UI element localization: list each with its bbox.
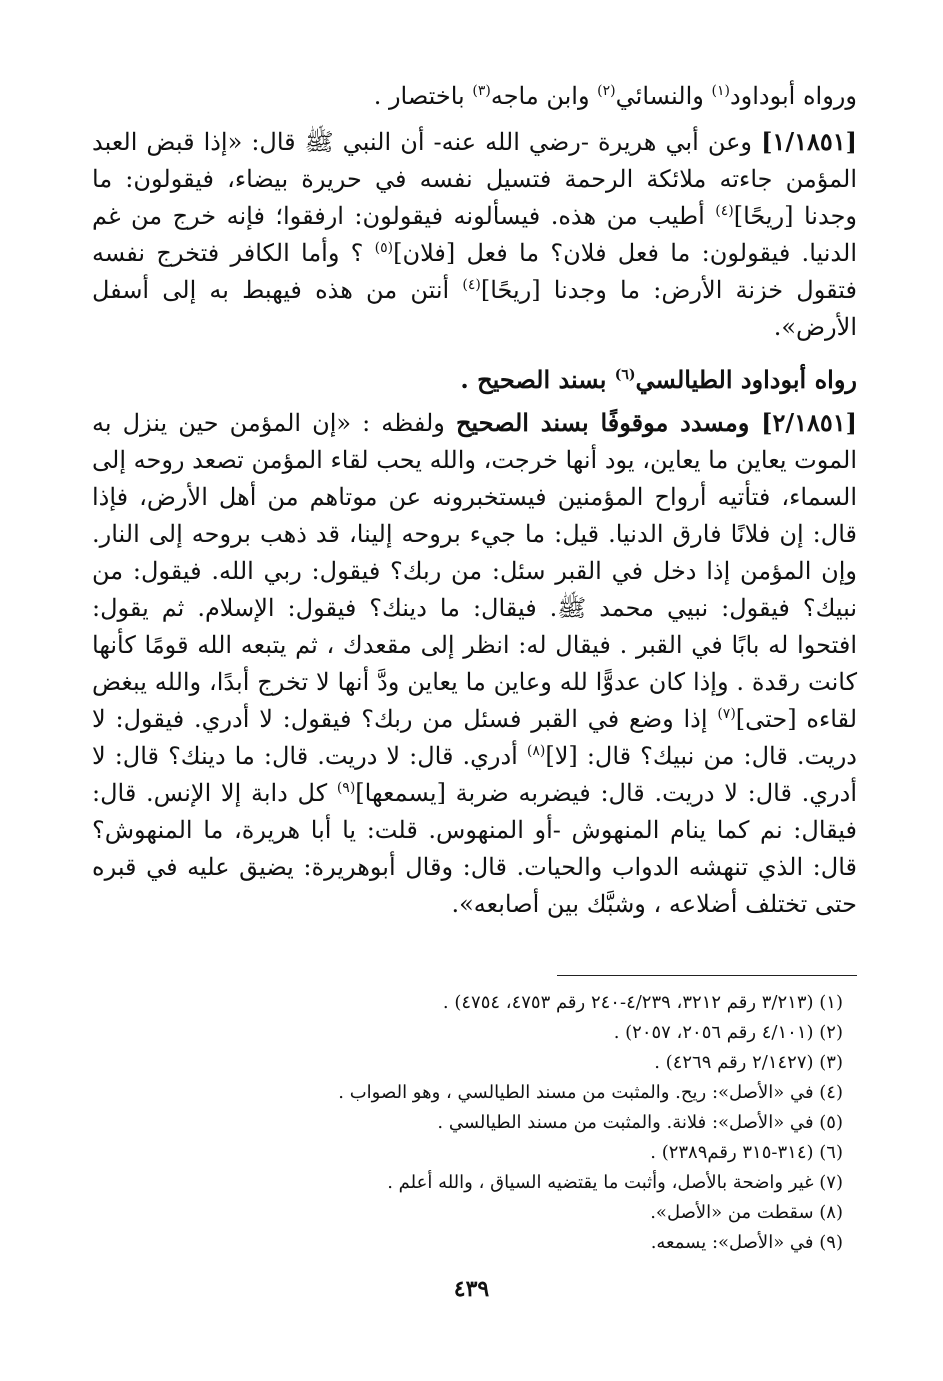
footnote-ref: (٧) (717, 706, 736, 722)
hadith-number: [٢/١٨٥١] (761, 408, 858, 437)
footnotes (92, 988, 857, 1258)
footnote-7: (٧) غير واضحة بالأصل، وأثبت ما يقتضيه السياق ، والله أعلم . (387, 1172, 843, 1193)
footnote-1: (١) (٣/٢١٣ رقم ٣٢١٢، ٤/٢٣٩-٢٤٠ رقم ٤٧٥٣، ٤٧٥٤) . (442, 992, 843, 1013)
footnote-ref: (٩) (336, 780, 356, 796)
footnote-ref: (٤) (462, 277, 481, 293)
footnote-3: (٣) (٢/١٤٢٧ رقم ٤٢٦٩) . (654, 1052, 843, 1073)
footnote-ref: (٣) (472, 83, 491, 99)
hadith-number: [١/١٨٥١] (761, 127, 857, 156)
footnote-separator (557, 975, 857, 976)
footnote-6: (٦) (٣١٤-٣١٥ رقم٢٣٨٩) . (650, 1142, 843, 1163)
footnote-2: (٢) (٤/١٠١ رقم ٢٠٥٦، ٢٠٥٧) . (613, 1022, 843, 1043)
footnote-8: (٨) سقطت من «الأصل». (650, 1202, 843, 1223)
footnote-ref: (٤) (715, 203, 734, 219)
footnote-4: (٤) في «الأصل»: ريح. والمثبت من مسند الطيالسي ، وهو الصواب . (338, 1082, 843, 1103)
hadith-2: [٢/١٨٥١] ومسدد موقوفًا بسند الصحيح ولفظه : «إن المؤمن حين ينزل به الموت يعاين ما يعاين، يود أنها خرجت، والله يحب لقاء المؤمن تصعد روحه إلى السماء، فتأتيه أرواح المؤمنين فيستخبرونه عن موتاهم من أهل الأرض، فإذا قال: إن فلانًا فارق الدنيا. قيل: ما جيء بروحه إلينا، قد ذهب بروحه إلى النار. وإن المؤمن إذا دخل في القبر سئل: من ربك؟ فيقول: ربي الله. فيقول: من نبيك؟ فيقول: نبيي محمد ﷺ. فيقال: ما دينك؟ فيقول: الإسلام. ثم يقول: افتحوا له بابًا في القبر . فيقال له: انظر إلى مقعدك ، ثم يتبعه الله قومًا كأنها كانت رقدة . وإذا كان عدوًّا لله وعاين ما يعاين ودَّ أنها لا تخرج أبدًا، والله يبغض لقاءه [حتى]$^{(٧)}$ إذا وضع في القبر فسئل من ربك؟ فيقول: لا أدري. فيقول: لا دريت. قال: من نبيك؟ قال: [لا]$^{(٨)}$ أدري. قال: لا دريت. قال: ما دينك؟ قال: لا أدري. قال: لا دريت. قال: فيضربه ضربة [يسمعها]$^{(٩)}$ كل دابة إلا الإنس. قال: فيقال: نم كما ينام المنهوش -أو المنهوس. قلت: يا أبا هريرة، ما المنهوش؟ قال: الذي تنهشه الدواب والحيات. قال: وقال أبوهريرة: يضيق عليه في قبره حتى تختلف أضلاعه ، وشبَّك بين أصابعه». (92, 408, 858, 918)
footnote-ref: (١) (711, 83, 730, 99)
intro-line: ورواه أبوداود$^{(١)}$ والنسائي$^{(٢)}$ وابن ماجه$^{(٣)}$ باختصار . (373, 82, 857, 110)
page-number: ٤٣٩ (453, 1276, 490, 1302)
narration-line: رواه أبوداود الطيالسي$^{(٦)}$ بسند الصحيح . (460, 365, 857, 394)
footnote-ref: (٦) (614, 367, 636, 383)
footnote-ref: (٥) (374, 240, 394, 256)
footnote-5: (٥) في «الأصل»: فلانة. والمثبت من مسند الطيالسي . (437, 1112, 843, 1133)
footnote-ref: (٨) (526, 743, 546, 759)
footnote-ref: (٢) (597, 83, 616, 99)
footnote-9: (٩) في «الأصل»: يسمعه. (650, 1232, 843, 1253)
hadith-1: [١/١٨٥١] وعن أبي هريرة -رضي الله عنه- أن النبي ﷺ قال: «إذا قبض العبد المؤمن جاءته ملائكة الرحمة فتسيل نفسه في حريرة بيضاء، فيقولون: ما وجدنا [ريحًا]$^{(٤)}$ أطيب من هذه. فيسألونه فيقولون: ارفقوا؛ فإنه خرج من غم الدنيا. فيقولون: ما فعل فلان؟ ما فعل [فلان]$^{(٥)}$ ؟ وأما الكافر فتخرج نفسه فتقول خزنة الأرض: ما وجدنا [ريحًا]$^{(٤)}$ أنتن من هذه فيهبط به إلى أسفل الأرض». (92, 127, 857, 341)
